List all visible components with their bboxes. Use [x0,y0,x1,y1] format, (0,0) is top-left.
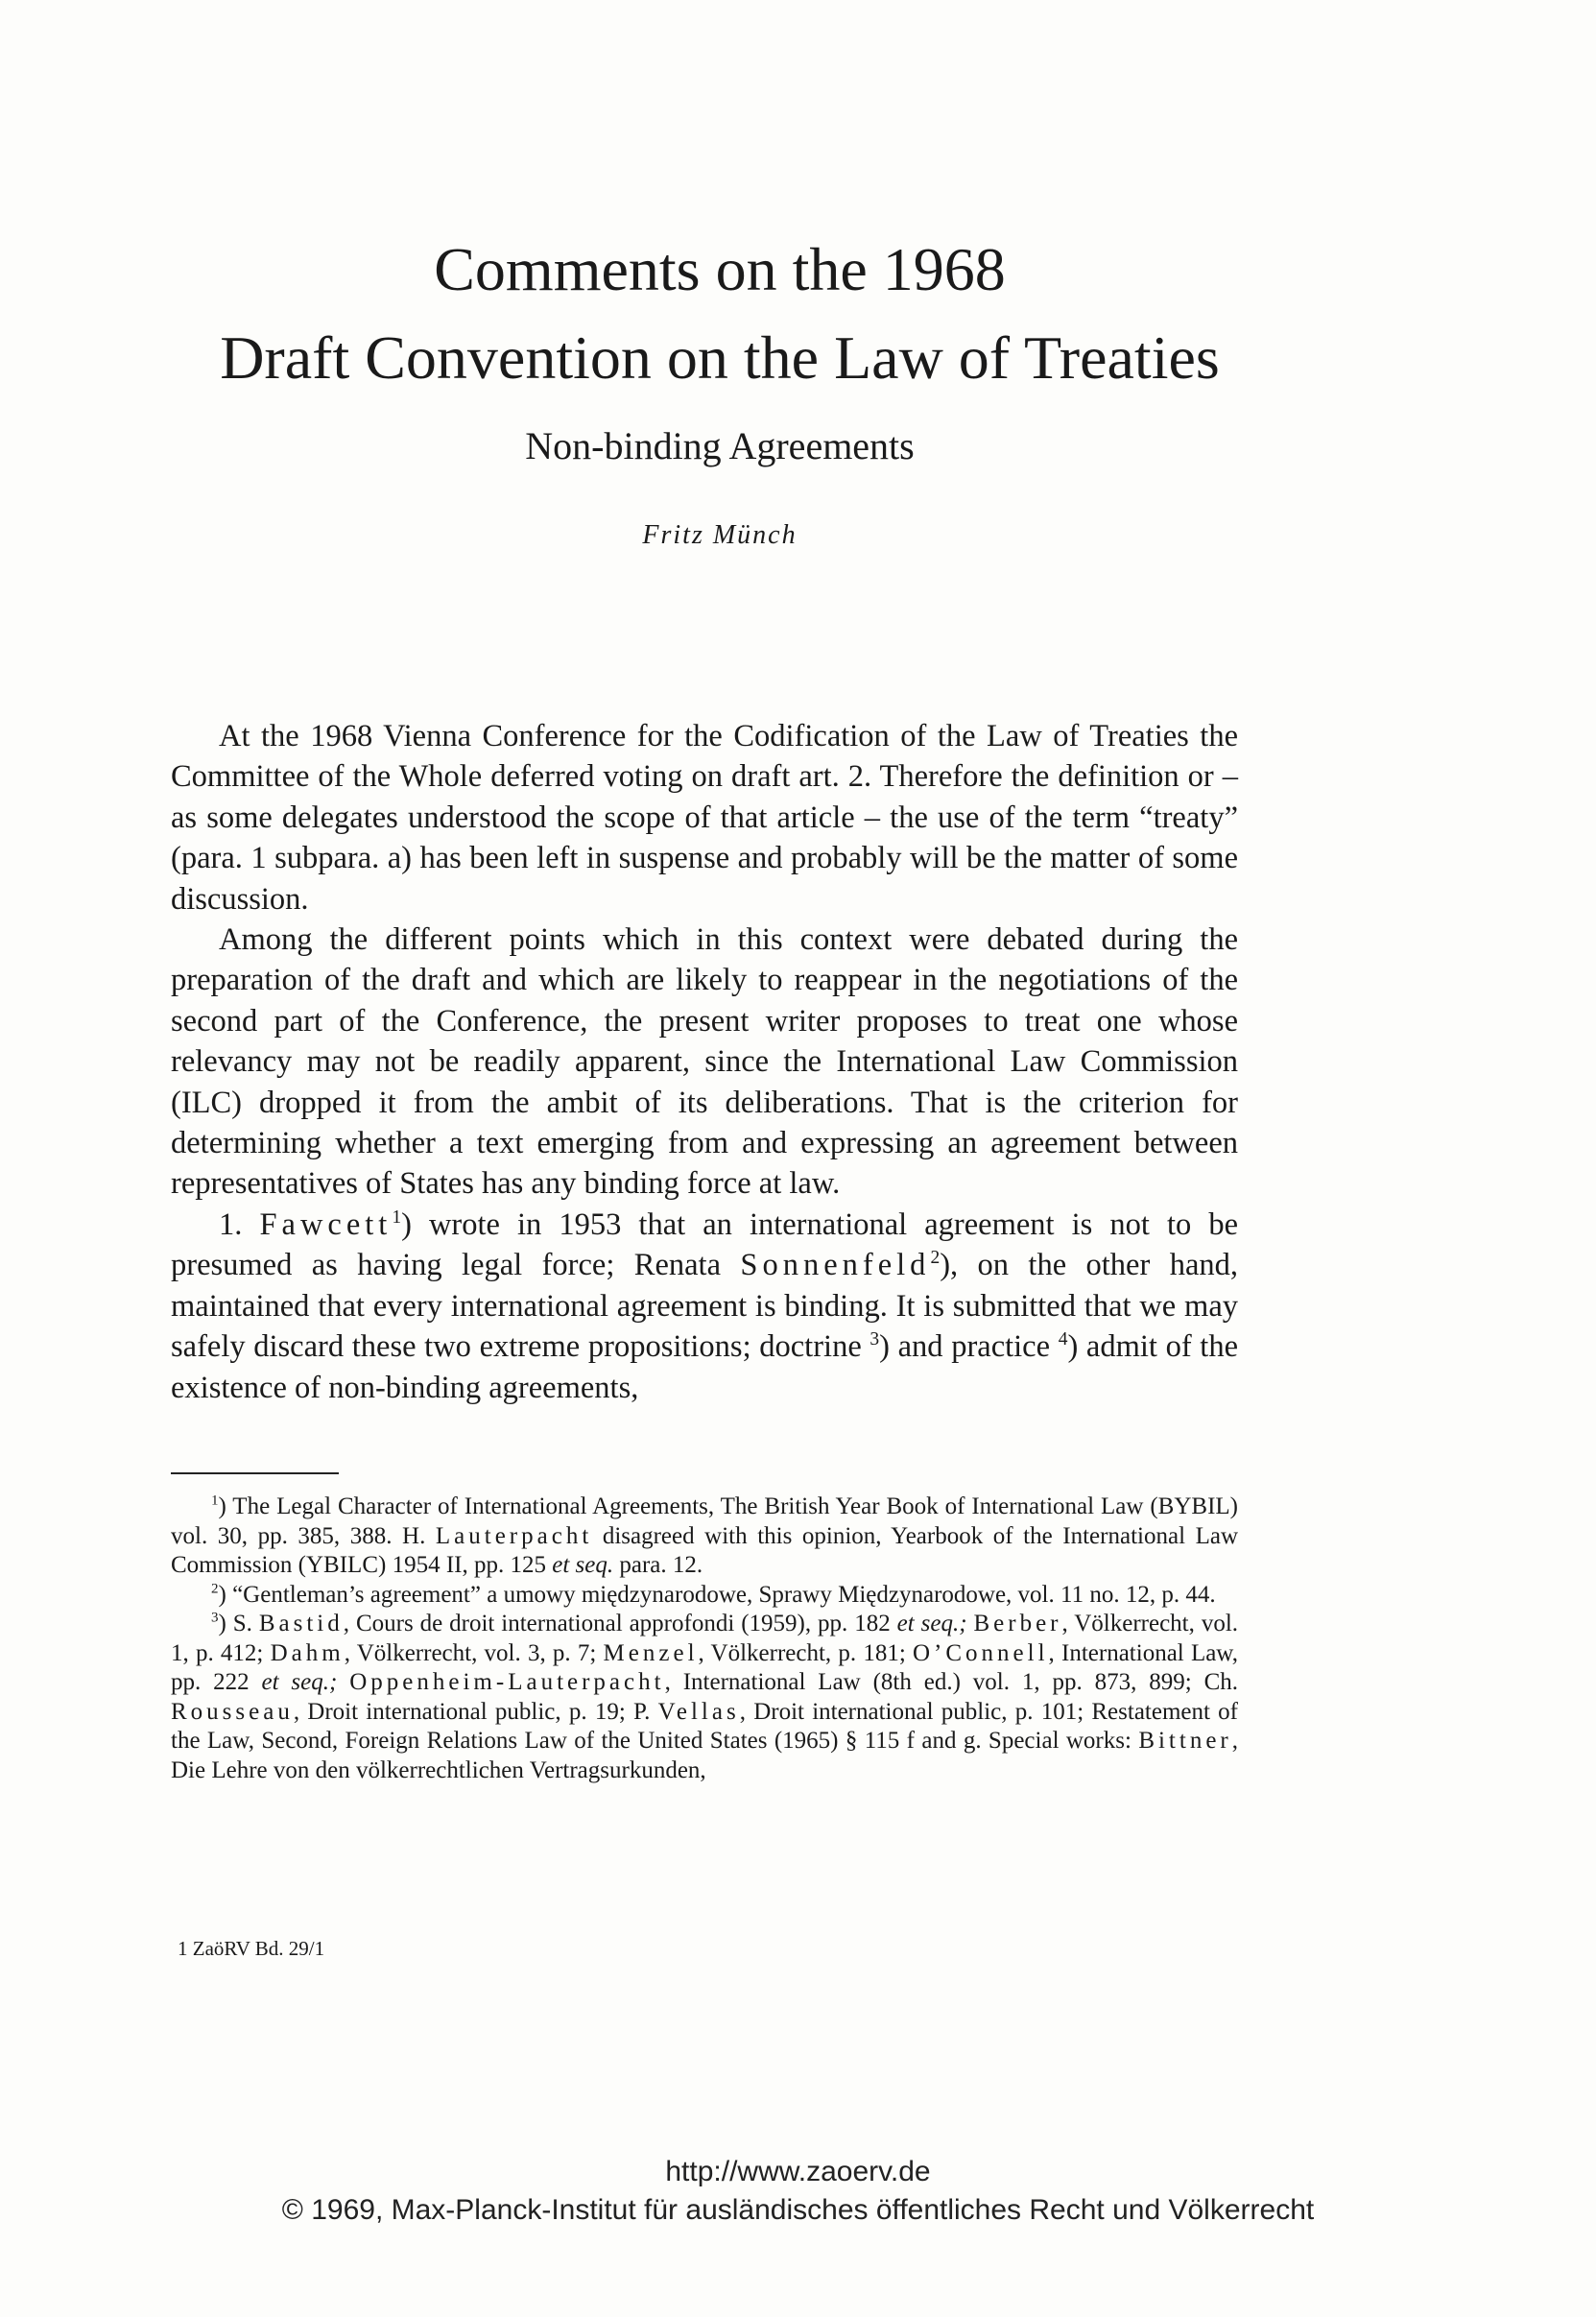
page-signature: 1 ZaöRV Bd. 29/1 [178,1937,325,1960]
fn3-et-seq-2: et seq.; [261,1669,338,1695]
cited-author-sonnenfeld: Sonnenfeld [740,1248,931,1283]
footnote-1-text-a: The Legal Character of International Agreements, The British Year Book of International Law (BYBIL) vol. 30, pp. 385, 388. H. [171,1493,1238,1549]
article-title-line-2: Draft Convention on the Law of Treaties [220,323,1220,392]
footnote-ref-2: 2 [930,1248,941,1269]
fn3-author-oppenheim-lauterpacht: Oppenheim-Lauterpacht [349,1669,665,1695]
cited-author-fawcett: Fawcett [259,1206,393,1242]
fn3-text-f: , International Law, pp. 222 [171,1639,1238,1695]
author-name: Fritz Münch [642,520,798,550]
fn3-text-g: , International Law (8th ed.) vol. 1, pp. 873, 899; Ch. [664,1669,1239,1695]
footnote-2-number: 2 [211,1581,219,1597]
fn3-author-rousseau: Rousseau [171,1698,294,1725]
fn3-author-bastid: Bastid [258,1611,344,1636]
paragraph-2: Among the different points which in this context were debated during the preparation of the draft and which are likely to reappear in the negotiations of the second part of the Conference, the present writer proposes to treat one whose relevancy may not be readily apparent, since the International Law Commission (ILC) dropped it from the ambit of its deliberations. That is the criterion for determining whether a text emerging from and expressing an agreement between representatives of States has any binding force at law. [171,922,1238,1202]
paragraph-3: 1. Fawcett$^1$) wrote in 1953 that an international agreement is not to be presumed as having legal force; Renata Sonnenfeld$^2$), on the other hand, maintained that every international agreement is binding. It is submitted that we may safely discard these two extreme propositions; doctrine $^3$) and practice $^4$) admit of the existence of non-binding agreements, [171,1206,1239,1405]
paragraph-3-text-c: and practice [889,1329,1051,1365]
paragraph-3-text-a: wrote in 1953 that an international agreement is not to be presumed as having legal force; Renata [171,1206,1238,1283]
fn3-space-2 [337,1669,349,1695]
article-title-line-1: Comments on the 1968 [434,235,1006,303]
footnote-ref-4: 4 [1058,1329,1068,1350]
fn3-author-bittner: Bittner [1138,1728,1232,1754]
footnote-2: $^2$) “Gentleman’s agreement” a umowy międzynarodowe, Sprawy Międzynarodowe, vol. 11 no. 12, p. 44. [211,1581,1216,1608]
section-number: 1. [219,1206,260,1242]
fn3-text-d: , Völkerrecht, vol. 3, p. 7; [344,1639,604,1666]
source-url[interactable]: http://www.zaoerv.de [665,2156,931,2187]
footnote-1: $^1$) The Legal Character of International Agreements, The British Year Book of International Law (BYBIL) vol. 30, pp. 385, 388. H. Lauterpacht disagreed with this opinion, Yearbook of the International Law Commission (YBILC) 1954 II, pp. 125 et seq. para. 12. [171,1493,1238,1578]
fn3-author-berber: Berber [973,1611,1062,1636]
footnote-divider [171,1472,339,1474]
footnote-ref-3: 3 [869,1329,880,1350]
footnote-1-author: Lauterpacht [435,1522,593,1549]
fn3-text-i: , Droit international public, p. 101; Restatement of the Law, Second, Foreign Relations Law of the United States (1965) § 115 f and g. Special works: [171,1698,1238,1754]
fn3-author-vellas: Vellas [657,1698,740,1725]
footnote-3: $^3$) S. Bastid, Cours de droit international approfondi (1959), pp. 182 et seq.; Berber, Völkerrecht, vol. 1, p. 412; Dahm, Völkerrecht, vol. 3, p. 7; Menzel, Völkerrecht, p. 181; O’Connell, International Law, pp. 222 et seq.; Oppenheim-Lauterpacht, International Law (8th ed.) vol. 1, pp. 873, 899; Ch. Rousseau, Droit international public, p. 19; P. Vellas, Droit international public, p. 101; Restatement of the Law, Second, Foreign Relations Law of the United States (1965) § 115 f and g. Special works: Bittner, Die Lehre von den völkerrechtlichen Vertragsurkunden, [171,1610,1239,1783]
fn3-text-b: , Cours de droit international approfondi (1959), pp. 182 [343,1611,897,1636]
footnote-1-text-b: disagreed with this opinion, Yearbook of the International Law Commission (YBILC) 1954 II, pp. 125 [171,1522,1238,1578]
article-subtitle: Non-binding Agreements [525,424,915,467]
fn3-author-menzel: Menzel [603,1639,699,1666]
footnote-ref-1: 1 [392,1207,402,1229]
fn3-text-c: , Völkerrecht, vol. 1, p. 412; [171,1611,1239,1666]
fn3-et-seq-1: et seq.; [896,1611,967,1636]
fn3-text-a: S. [226,1611,259,1636]
paragraph-1: At the 1968 Vienna Conference for the Codification of the Law of Treaties the Committee of the Whole deferred voting on draft art. 2. Therefore the definition or – as some delegates understood the scope of that article – the use of the term “treaty” (para. 1 subpara. a) has been left in suspense and probably will be the matter of some discussion. [171,719,1238,917]
fn3-text-j: , Die Lehre von den völkerrechtlichen Vertragsurkunden, [171,1728,1238,1783]
fn3-text-h: , Droit international public, p. 19; P. [293,1698,658,1725]
footnote-1-text-c: para. 12. [613,1552,703,1578]
footnote-1-et-seq: et seq. [552,1552,614,1578]
footnote-2-text: “Gentleman’s agreement” a umowy międzynarodowe, Sprawy Międzynarodowe, vol. 11 no. 12, p. 44. [226,1581,1216,1608]
copyright-notice: © 1969, Max-Planck-Institut für ausländisches öffentliches Recht und Völkerrecht [281,2194,1315,2226]
footnotes [171,1493,1238,1785]
paragraph-3-text-d: admit of the existence of non-binding agreements, [171,1329,1239,1405]
fn3-text-e: , Völkerrecht, p. 181; [698,1639,913,1666]
fn3-author-dahm: Dahm [270,1639,345,1666]
fn3-author-oconnell: O’Connell [913,1639,1049,1666]
paragraph-3-text-b: , on the other hand, maintained that every international agreement is binding. It is submitted that we may safely discard these two extreme propositions; doctrine [171,1248,1238,1365]
footnote-1-number: 1 [211,1493,219,1509]
article-body [171,716,1238,1408]
footnote-3-number: 3 [211,1610,219,1626]
